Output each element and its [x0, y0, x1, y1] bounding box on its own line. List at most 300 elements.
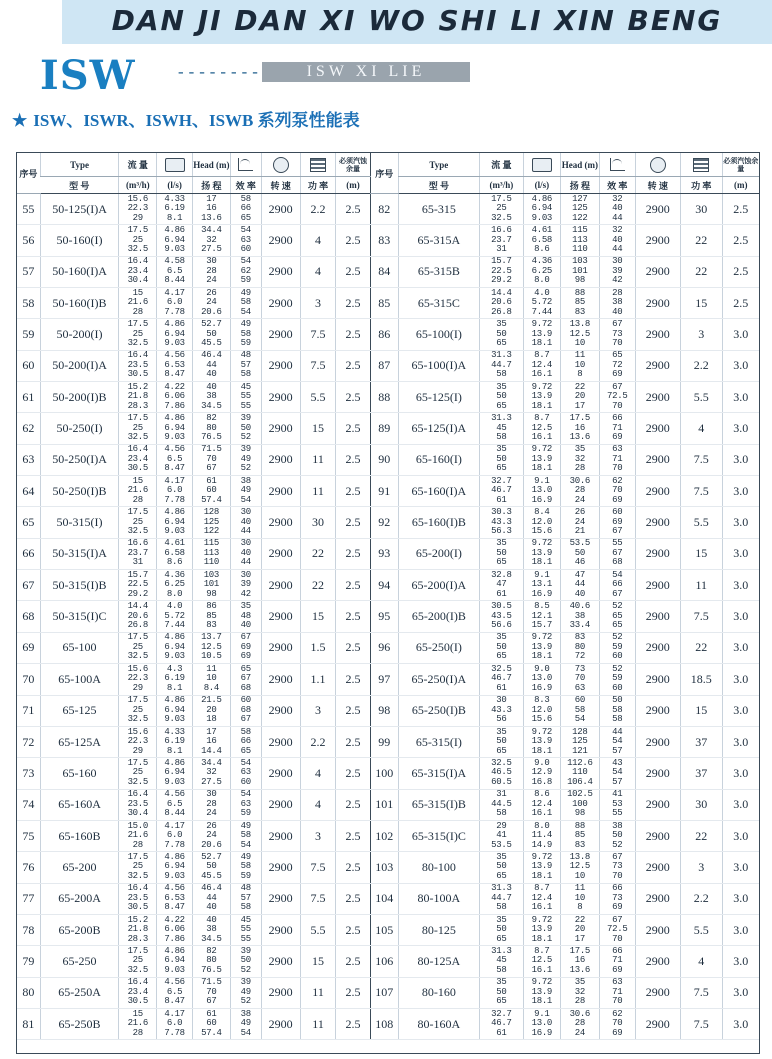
rotation-icon [273, 157, 289, 173]
head-m-value: 50 [206, 328, 217, 339]
flow-ls-value: 8.7 [534, 350, 550, 361]
flow-ls-value: 18.1 [531, 338, 553, 349]
head-m-values [570, 853, 590, 882]
model-name: 65-100(I) [398, 319, 479, 350]
efficiency-value: 57 [240, 359, 251, 370]
row-number: 104 [370, 883, 398, 914]
header-flow-icon [157, 153, 193, 177]
model-name: 80-160 [398, 977, 479, 1008]
flow-m3h-value: 16.4 [127, 977, 148, 988]
efficiency [230, 507, 261, 538]
head-m-value: 17 [574, 933, 585, 944]
speed-rpm: 2900 [635, 194, 680, 225]
npsh-m: 3.0 [722, 476, 759, 507]
flow-m3h-value: 15.2 [127, 914, 148, 925]
npsh-m: 2.5 [722, 256, 759, 287]
header-flow-unit-ls: (l/s) [157, 177, 193, 194]
power-kw: 2.2 [680, 350, 722, 381]
flow-m3h-values [496, 633, 506, 662]
power-kw: 3 [680, 319, 722, 350]
npsh-m: 2.5 [722, 288, 759, 319]
efficiency-value: 62 [612, 1008, 623, 1019]
flow-m3h-values [496, 853, 506, 882]
row-number: 105 [370, 914, 398, 945]
model-name: 65-100(I)A [398, 350, 479, 381]
head-m-value: 46 [574, 557, 585, 568]
flow-ls [523, 507, 560, 538]
flow-m3h-value: 50 [496, 641, 507, 652]
npsh-m: 3.0 [722, 883, 759, 914]
efficiency-value: 63 [612, 977, 623, 988]
npsh-m: 2.5 [336, 695, 370, 726]
speed-rpm: 2900 [635, 570, 680, 601]
header-no: 序号 [17, 153, 40, 194]
flow-m3h-value: 30.5 [127, 369, 148, 380]
efficiency-value: 72 [612, 359, 623, 370]
efficiency-value: 68 [240, 704, 251, 715]
power-kw: 4 [300, 225, 336, 256]
speed-rpm: 2900 [635, 914, 680, 945]
flow-ls-value: 9.03 [164, 964, 185, 975]
efficiency [599, 538, 635, 569]
flow-ls-values [164, 445, 184, 474]
flow-m3h-value: 65 [496, 870, 507, 881]
npsh-m: 3.0 [722, 601, 759, 632]
flow-m3h-value: 58 [496, 808, 507, 819]
flow-ls-value: 9.72 [531, 381, 553, 392]
flow-ls-values [164, 414, 184, 443]
flow-ls-value: 9.03 [164, 651, 185, 662]
npsh-m: 3.0 [722, 570, 759, 601]
head-m-value: 98 [206, 588, 217, 599]
header-npsh-unit-right: (m) [722, 177, 759, 194]
flow-ls [157, 413, 193, 444]
speed-rpm: 2900 [635, 820, 680, 851]
head-m [192, 977, 230, 1008]
efficiency-values [612, 978, 622, 1007]
head-m-value: 98 [574, 275, 585, 286]
flow-ls-value: 6.0 [166, 1018, 183, 1029]
flow-ls-value: 4.86 [164, 225, 185, 236]
flow-ls-value: 7.78 [164, 306, 185, 317]
model-name: 65-250(I) [398, 632, 479, 663]
speed-rpm: 2900 [261, 726, 300, 757]
flow-ls-value: 6.19 [164, 203, 185, 214]
flow-ls-values [532, 947, 552, 976]
head-m [560, 946, 599, 977]
head-m-value: 17.5 [569, 945, 591, 956]
flow-m3h-value: 21.6 [127, 830, 148, 841]
flow-m3h-value: 65 [496, 400, 507, 411]
flow-ls-value: 8.0 [534, 275, 550, 286]
flow-m3h [479, 382, 523, 413]
head-m-values [572, 195, 587, 224]
flow-ls-value: 6.94 [164, 516, 185, 527]
efficiency-value: 49 [240, 287, 251, 298]
flow-ls-value: 13.0 [531, 1018, 553, 1029]
flow-ls-value: 4.86 [164, 507, 185, 518]
efficiency-values [241, 602, 251, 631]
efficiency-values [612, 351, 622, 380]
flow-m3h-value: 35 [496, 851, 507, 862]
efficiency [230, 852, 261, 883]
flow-ls [523, 225, 560, 256]
head-m-value: 88 [574, 820, 585, 831]
power-kw: 5.5 [680, 382, 722, 413]
model-name: 65-315B [398, 256, 479, 287]
efficiency [230, 538, 261, 569]
efficiency-value: 67 [612, 588, 623, 599]
flow-ls-value: 9.72 [531, 914, 553, 925]
flow-m3h-values [496, 383, 506, 412]
flow-ls-value: 8.6 [534, 244, 550, 255]
efficiency [230, 914, 261, 945]
head-m [192, 570, 230, 601]
flow-m3h [479, 664, 523, 695]
head-m [192, 476, 230, 507]
header-speed-cn: 转 速 [261, 177, 300, 194]
flow-ls-value: 13.9 [531, 986, 553, 997]
model-name: 65-200(I)A [398, 570, 479, 601]
flow-ls [523, 820, 560, 851]
efficiency-value: 73 [612, 861, 623, 872]
model-name: 50-200(I)A [40, 350, 118, 381]
head-m-value: 32 [206, 234, 217, 245]
head-m-value: 44 [574, 579, 585, 590]
npsh-m: 3.0 [722, 319, 759, 350]
efficiency-value: 48 [240, 610, 251, 621]
flow-m3h-value: 43.3 [491, 704, 512, 715]
head-m [192, 601, 230, 632]
efficiency-value: 58 [612, 714, 623, 725]
efficiency-value: 63 [612, 444, 623, 455]
power-kw: 5.5 [300, 914, 336, 945]
head-m-value: 34.5 [201, 933, 222, 944]
flow-m3h-value: 22.5 [127, 579, 148, 590]
flow-ls-value: 12.4 [531, 359, 553, 370]
power-kw: 22 [680, 256, 722, 287]
head-m-value: 8 [577, 369, 583, 380]
head-m [560, 664, 599, 695]
flow-m3h-values [496, 978, 506, 1007]
head-m-values [204, 539, 219, 568]
efficiency-values [241, 665, 251, 694]
head-m [192, 507, 230, 538]
flow-ls-value: 16.9 [531, 494, 553, 505]
efficiency [230, 476, 261, 507]
head-m-values [572, 728, 587, 757]
flow-m3h-value: 56 [496, 714, 507, 725]
flow-ls [523, 288, 560, 319]
flow-m3h-value: 15.7 [491, 256, 512, 267]
flow-ls [523, 382, 560, 413]
flow-ls-value: 12.9 [531, 767, 553, 778]
head-m [192, 914, 230, 945]
efficiency-value: 54 [240, 256, 251, 267]
efficiency-values [612, 759, 622, 788]
flow-m3h-values [491, 257, 511, 286]
efficiency-value: 71 [612, 453, 623, 464]
flow-m3h-value: 65 [496, 463, 507, 474]
flow-m3h-value: 45 [496, 422, 507, 433]
flow-m3h [479, 789, 523, 820]
flow-ls-value: 6.94 [164, 955, 185, 966]
head-m-value: 113 [203, 547, 220, 558]
power-kw: 22 [680, 820, 722, 851]
flow-ls-value: 14.9 [531, 839, 553, 850]
flow-m3h-value: 30.5 [127, 463, 148, 474]
head-m [560, 570, 599, 601]
flow-ls-values [532, 696, 552, 725]
flow-m3h-value: 44.7 [491, 892, 512, 903]
efficiency [230, 444, 261, 475]
efficiency-value: 58 [240, 726, 251, 737]
head-m-value: 115 [203, 538, 220, 549]
flow-ls [157, 977, 193, 1008]
flow-ls-values [164, 195, 184, 224]
table-row [17, 946, 759, 977]
npsh-m: 2.5 [336, 632, 370, 663]
speed-rpm: 2900 [261, 852, 300, 883]
table-row [17, 977, 759, 1008]
head-m-value: 76.5 [201, 964, 222, 975]
head-m-value: 71.5 [201, 444, 222, 455]
head-m [560, 413, 599, 444]
efficiency-value: 48 [240, 883, 251, 894]
head-m-values [201, 633, 221, 662]
flow-m3h-values [128, 633, 148, 662]
efficiency [599, 664, 635, 695]
efficiency-values [612, 289, 622, 318]
head-m-value: 47 [574, 569, 585, 580]
head-m-value: 26 [206, 820, 217, 831]
flow-ls-value: 6.0 [166, 830, 183, 841]
efficiency-value: 71 [612, 422, 623, 433]
model-name: 65-200B [40, 914, 118, 945]
head-m [560, 726, 599, 757]
flow-ls-value: 13.9 [531, 328, 553, 339]
flow-m3h-values [128, 414, 148, 443]
flow-ls-value: 12.0 [531, 704, 553, 715]
head-m-values [201, 728, 221, 757]
flow-m3h-value: 23.4 [127, 453, 148, 464]
efficiency-value: 67 [612, 914, 623, 925]
speed-rpm: 2900 [635, 632, 680, 663]
flow-ls-value: 8.7 [534, 883, 550, 894]
flow-ls-value: 12.4 [531, 798, 553, 809]
head-m [192, 632, 230, 663]
flow-m3h-value: 30.4 [127, 808, 148, 819]
efficiency-value: 58 [240, 369, 251, 380]
flow-ls [157, 883, 193, 914]
flow-m3h-value: 58 [496, 902, 507, 913]
flow-m3h-values [128, 665, 148, 694]
efficiency [599, 883, 635, 914]
flow-ls-value: 16.1 [531, 964, 553, 975]
efficiency [599, 382, 635, 413]
flow-m3h-values [491, 696, 511, 725]
flow-ls-values [532, 665, 552, 694]
flow-m3h-values [128, 790, 148, 819]
model-name: 65-160(I) [398, 444, 479, 475]
flow-ls [523, 413, 560, 444]
flow-ls-value: 9.72 [531, 538, 553, 549]
row-number: 79 [17, 946, 40, 977]
table-row [17, 319, 759, 350]
flow-ls-value: 8.47 [164, 996, 185, 1007]
flow-m3h [119, 946, 157, 977]
head-m-values [567, 759, 593, 788]
efficiency [230, 820, 261, 851]
row-number: 92 [370, 507, 398, 538]
flow-ls-value: 4.86 [531, 193, 553, 204]
star-icon: ★ [12, 111, 28, 130]
efficiency-value: 52 [240, 463, 251, 474]
head-m-value: 20 [574, 924, 585, 935]
flow-m3h-value: 50 [496, 861, 507, 872]
speed-rpm: 2900 [635, 319, 680, 350]
row-number: 76 [17, 852, 40, 883]
flow-m3h-values [491, 759, 511, 788]
head-m-value: 13.6 [201, 212, 222, 223]
flow-ls-value: 13.9 [531, 641, 553, 652]
header-head-cn-right: 扬 程 [560, 177, 599, 194]
flow-m3h [479, 350, 523, 381]
head-m [560, 350, 599, 381]
npsh-m: 2.5 [336, 570, 370, 601]
model-name: 65-100 [40, 632, 118, 663]
head-m-values [201, 320, 221, 349]
efficiency [599, 350, 635, 381]
power-kw: 7.5 [300, 350, 336, 381]
flow-ls-value: 4.22 [164, 914, 185, 925]
head-m-value: 102.5 [567, 789, 593, 800]
model-name: 50-160(I)A [40, 256, 118, 287]
flow-m3h-values [128, 508, 148, 537]
flow-m3h [119, 789, 157, 820]
power-kw: 5.5 [680, 914, 722, 945]
flow-ls [523, 194, 560, 225]
flow-ls-value: 9.72 [531, 851, 553, 862]
head-m-values [575, 571, 585, 600]
flow-ls-values [164, 790, 184, 819]
head-m-value: 30 [206, 789, 217, 800]
flow-m3h [119, 632, 157, 663]
flow-m3h [479, 1008, 523, 1039]
flow-ls-value: 16.1 [531, 432, 553, 443]
efficiency-value: 68 [612, 557, 623, 568]
flow-m3h-values [491, 289, 511, 318]
head-m-value: 34.5 [201, 400, 222, 411]
flow-ls-value: 4.36 [531, 256, 553, 267]
efficiency-value: 54 [612, 767, 623, 778]
flow-m3h-values [128, 539, 148, 568]
model-name: 65-315(I)C [398, 820, 479, 851]
flow-m3h-value: 17.5 [127, 507, 148, 518]
flow-ls-values [532, 916, 552, 945]
head-m-values [204, 508, 219, 537]
flow-ls-value: 13.9 [531, 453, 553, 464]
flow-m3h-value: 21.6 [127, 485, 148, 496]
flow-m3h-value: 53.5 [491, 839, 512, 850]
head-m-value: 121 [572, 745, 588, 756]
head-m [560, 444, 599, 475]
efficiency-values [241, 351, 251, 380]
model-name: 80-125 [398, 914, 479, 945]
flow-m3h [119, 977, 157, 1008]
row-number: 73 [17, 758, 40, 789]
flow-ls-value: 18.1 [531, 996, 553, 1007]
flow-m3h-value: 15.6 [127, 193, 148, 204]
flow-m3h-values [128, 351, 148, 380]
flow-ls-value: 8.0 [534, 820, 550, 831]
model-name: 50-200(I)B [40, 382, 118, 413]
flow-ls-value: 4.86 [164, 757, 185, 768]
power-kw: 11 [680, 570, 722, 601]
efficiency-value: 58 [240, 830, 251, 841]
flow-ls-value: 4.86 [164, 945, 185, 956]
head-m [560, 194, 599, 225]
head-m-value: 24 [574, 1027, 585, 1038]
flow-ls-value: 13.9 [531, 391, 553, 402]
head-m-values [572, 257, 587, 286]
efficiency-value: 60 [612, 682, 623, 693]
head-m [560, 695, 599, 726]
model-name: 65-250B [40, 1008, 118, 1039]
head-m-value: 24 [206, 275, 217, 286]
head-m-value: 127 [572, 193, 588, 204]
flow-ls-value: 12.1 [531, 610, 553, 621]
flow-ls-value: 9.72 [531, 632, 553, 643]
efficiency-value: 69 [240, 651, 251, 662]
flow-m3h [119, 758, 157, 789]
speed-rpm: 2900 [635, 852, 680, 883]
power-kw: 7.5 [300, 883, 336, 914]
flow-ls-value: 13.9 [531, 547, 553, 558]
head-m-value: 20.6 [201, 839, 222, 850]
flow-m3h-value: 50 [496, 547, 507, 558]
flow-m3h-value: 35 [496, 632, 507, 643]
head-m [560, 977, 599, 1008]
flow-m3h-value: 15.6 [127, 726, 148, 737]
flow-ls-value: 12.5 [531, 955, 553, 966]
head-m-values [201, 351, 221, 380]
efficiency-value: 44 [240, 526, 251, 537]
efficiency-value: 40 [240, 620, 251, 631]
flow-m3h [119, 883, 157, 914]
efficiency-value: 69 [612, 369, 623, 380]
efficiency-value: 59 [612, 673, 623, 684]
npsh-m: 3.0 [722, 538, 759, 569]
efficiency-value: 40 [612, 203, 623, 214]
efficiency-value: 30 [240, 507, 251, 518]
head-m-value: 85 [574, 297, 585, 308]
header-head-cn: 扬 程 [192, 177, 230, 194]
head-m-value: 13.7 [201, 632, 222, 643]
flow-ls-value: 4.56 [164, 883, 185, 894]
flow-ls-value: 9.03 [164, 714, 185, 725]
efficiency [230, 194, 261, 225]
flow-ls-value: 7.78 [164, 839, 185, 850]
head-m-value: 13.6 [569, 964, 591, 975]
head-m-values [206, 257, 216, 286]
flow-m3h-values [491, 195, 511, 224]
flow-m3h-value: 31 [496, 789, 507, 800]
head-m [192, 382, 230, 413]
flow-ls-value: 8.1 [166, 212, 183, 223]
efficiency-value: 60 [240, 244, 251, 255]
head-m [560, 538, 599, 569]
